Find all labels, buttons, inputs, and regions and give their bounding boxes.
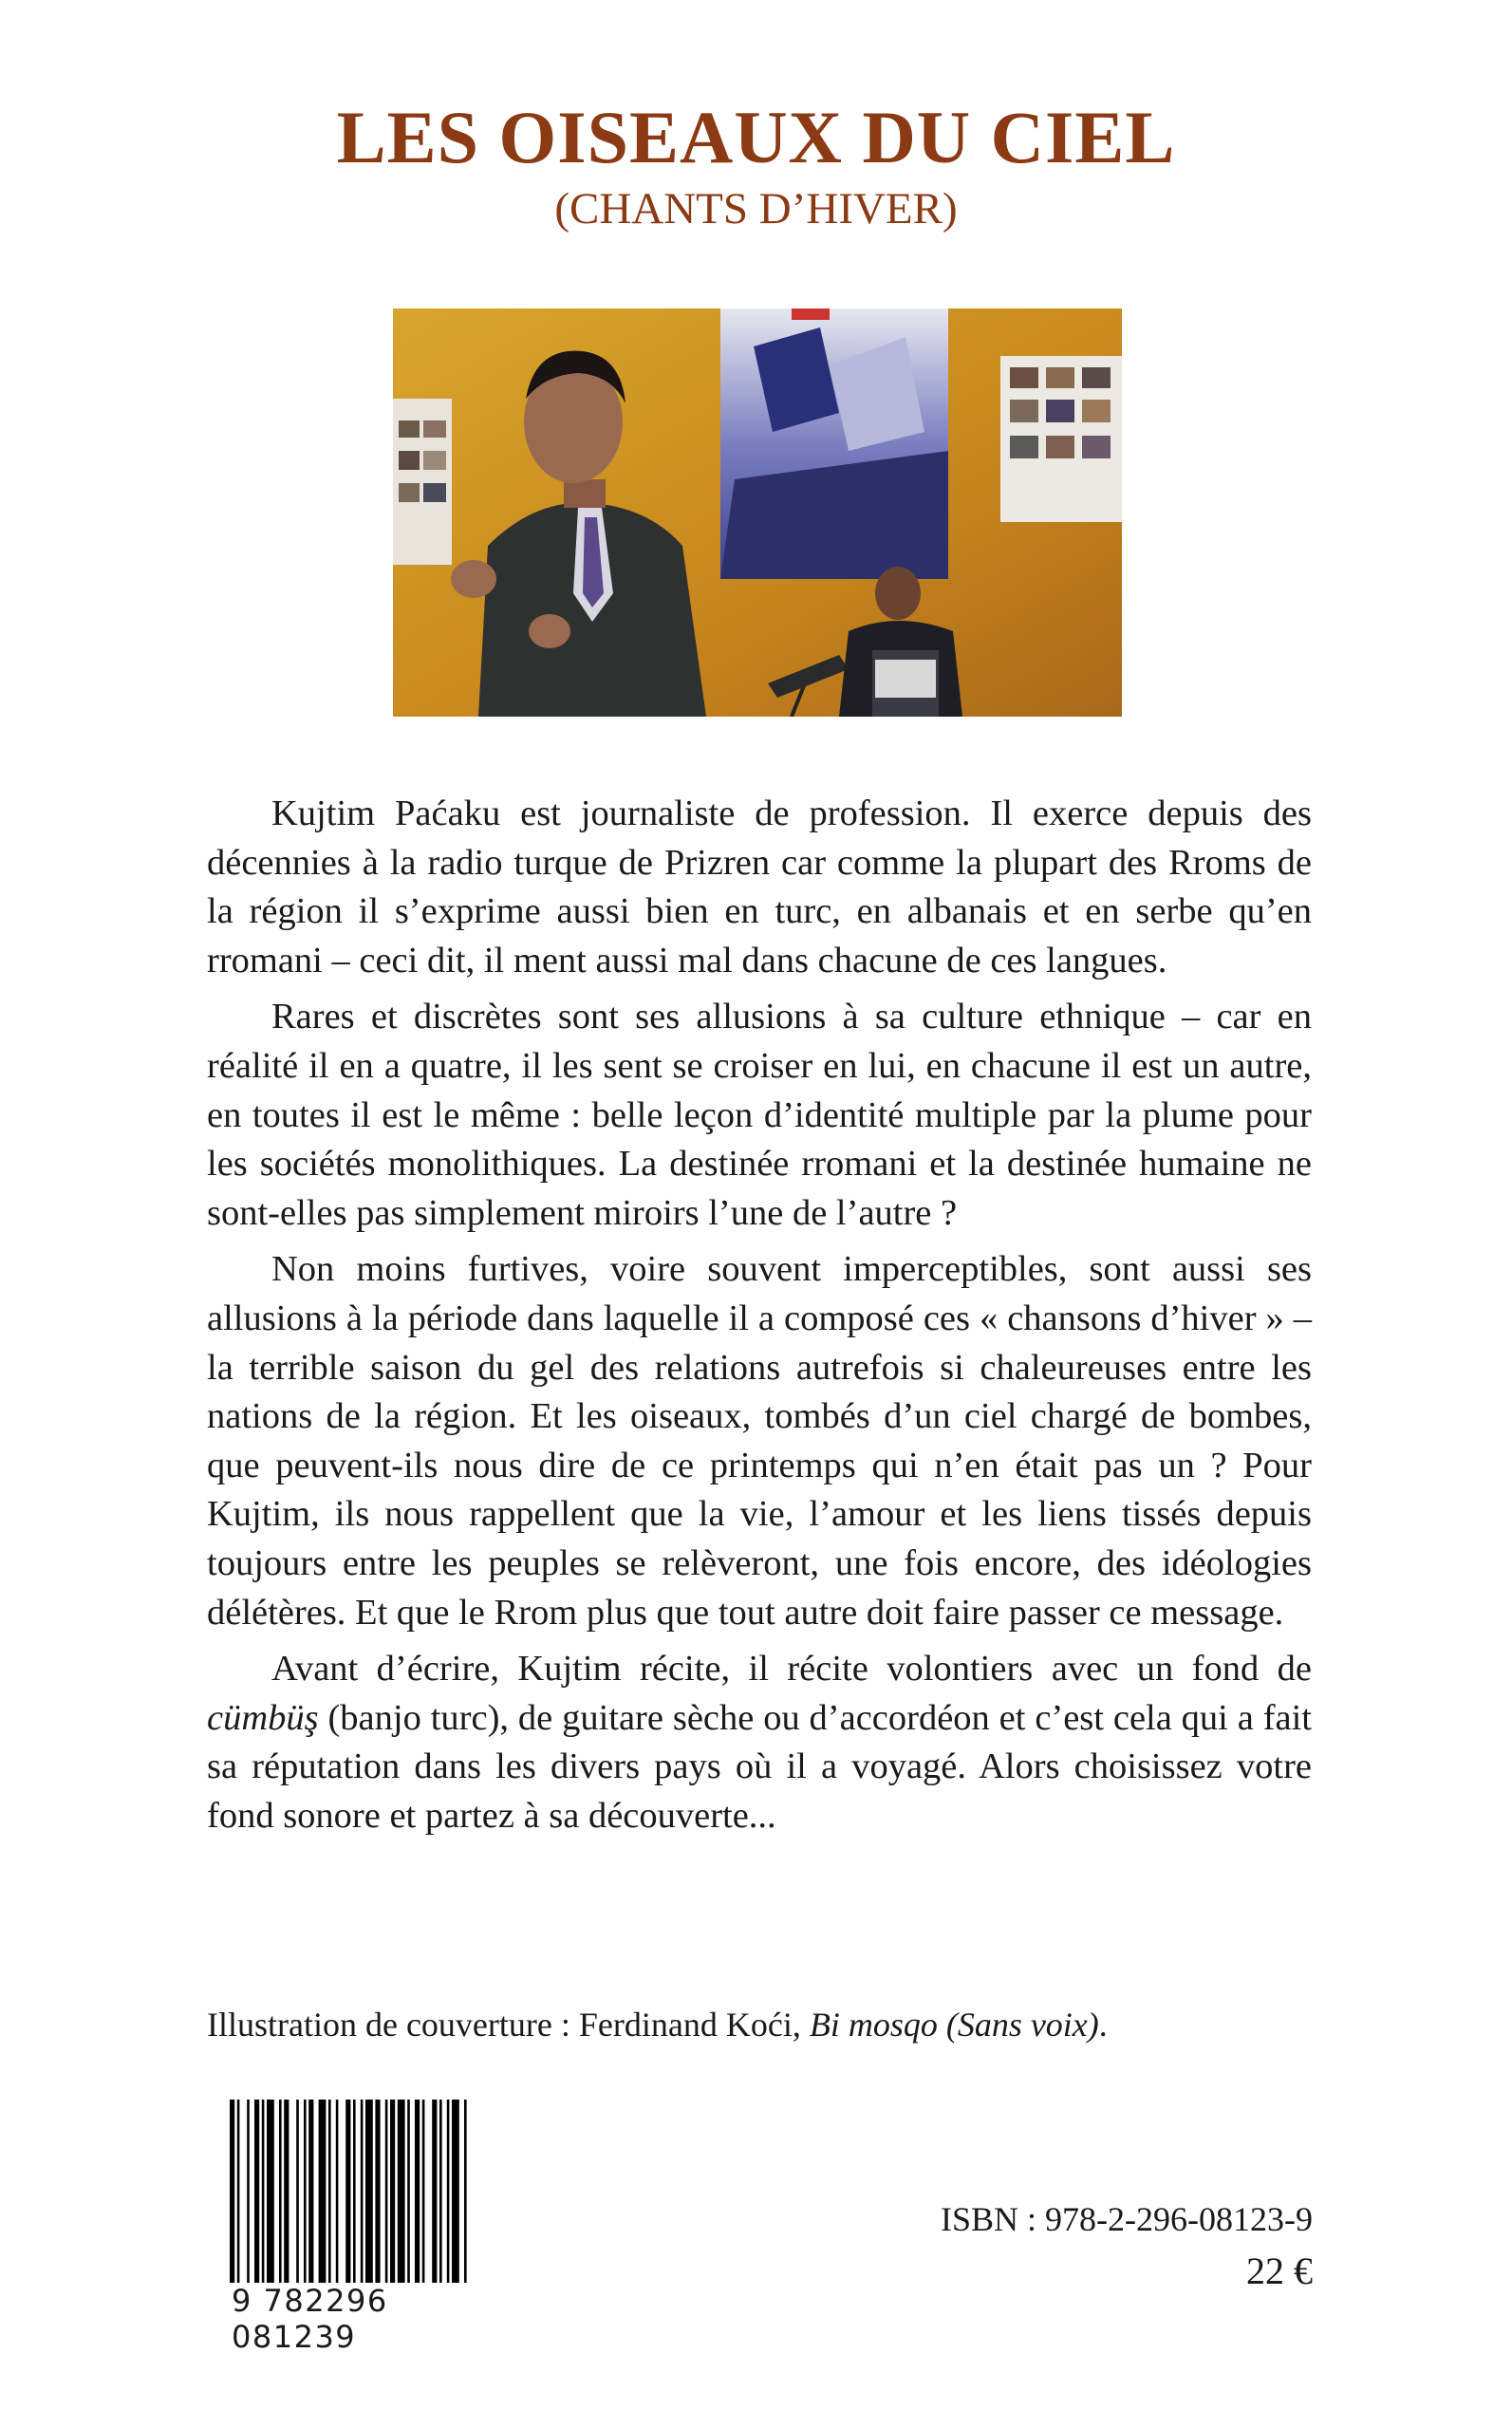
- book-subtitle: (CHANTS D’HIVER): [554, 184, 958, 233]
- credit-label: Illustration de couverture : Ferdinand Koći,: [207, 2006, 810, 2044]
- price: 22 €: [1246, 2250, 1313, 2292]
- author-photo: [393, 308, 1122, 717]
- credit-end: .: [1098, 2006, 1108, 2044]
- blurb-text: (banjo turc), de guitare sèche ou d’accordéon et c’est cela qui a fait sa réputation dans les divers pays où il a voyagé. Alors choisissez votre fond sonore et partez à sa découverte...: [207, 1697, 1312, 1836]
- blurb-italic-term: cümbüş: [207, 1697, 319, 1738]
- credit-work-title: Bi mosqo (Sans voix): [809, 2006, 1099, 2044]
- blurb-paragraph: Non moins furtives, voire souvent imperceptibles, sont aussi ses allusions à la période dans laquelle il a composé ces « chansons d’hiver » – la terrible saison du gel des relations autrefois si chaleureuses entre les nations de la région. Et les oiseaux, tombés d’un ciel chargé de bombes, que peuvent-ils nous dire de ce printemps qui n’en était pas un ? Pour Kujtim, ils nous rappellent que la vie, l’amour et les liens tissés depuis toujours entre les peuples se relèveront, une fois encore, des idéologies délétères. Et que le Rrom plus que tout autre doit faire passer ce message.: [207, 1249, 1312, 1633]
- isbn: ISBN : 978-2-296-08123-9: [941, 2200, 1313, 2238]
- blurb-text: Avant d’écrire, Kujtim récite, il récite volontiers avec un fond de: [271, 1649, 1312, 1690]
- barcode-digits: 9 782296 081239: [230, 2283, 516, 2355]
- photo-singer-accordionist-icon: [393, 308, 1122, 717]
- blurb-paragraph: Rares et discrètes sont ses allusions à sa culture ethnique – car en réalité il en a quatre, il les sent se croiser en lui, en chacune il est un autre, en toutes il est le même : belle leçon d’identité multiple par la plume pour les sociétés monolithiques. La destinée rromani et la destinée humaine ne sont-elles pas simplement miroirs l’une de l’autre ?: [207, 997, 1312, 1233]
- blurb-paragraph: [207, 1645, 1312, 1840]
- book-blurb: [207, 790, 1312, 1848]
- cover-credit: [207, 2005, 1346, 2045]
- book-title: LES OISEAUX DU CIEL: [336, 96, 1176, 178]
- blurb-paragraph: Kujtim Paćaku est journaliste de profession. Il exerce depuis des décennies à la radio turque de Prizren car comme la plupart des Rroms de la région il s’exprime aussi bien en turc, en albanais et en serbe qu’en rromani – ceci dit, il ment aussi mal dans chacune de ces langues.: [207, 794, 1312, 980]
